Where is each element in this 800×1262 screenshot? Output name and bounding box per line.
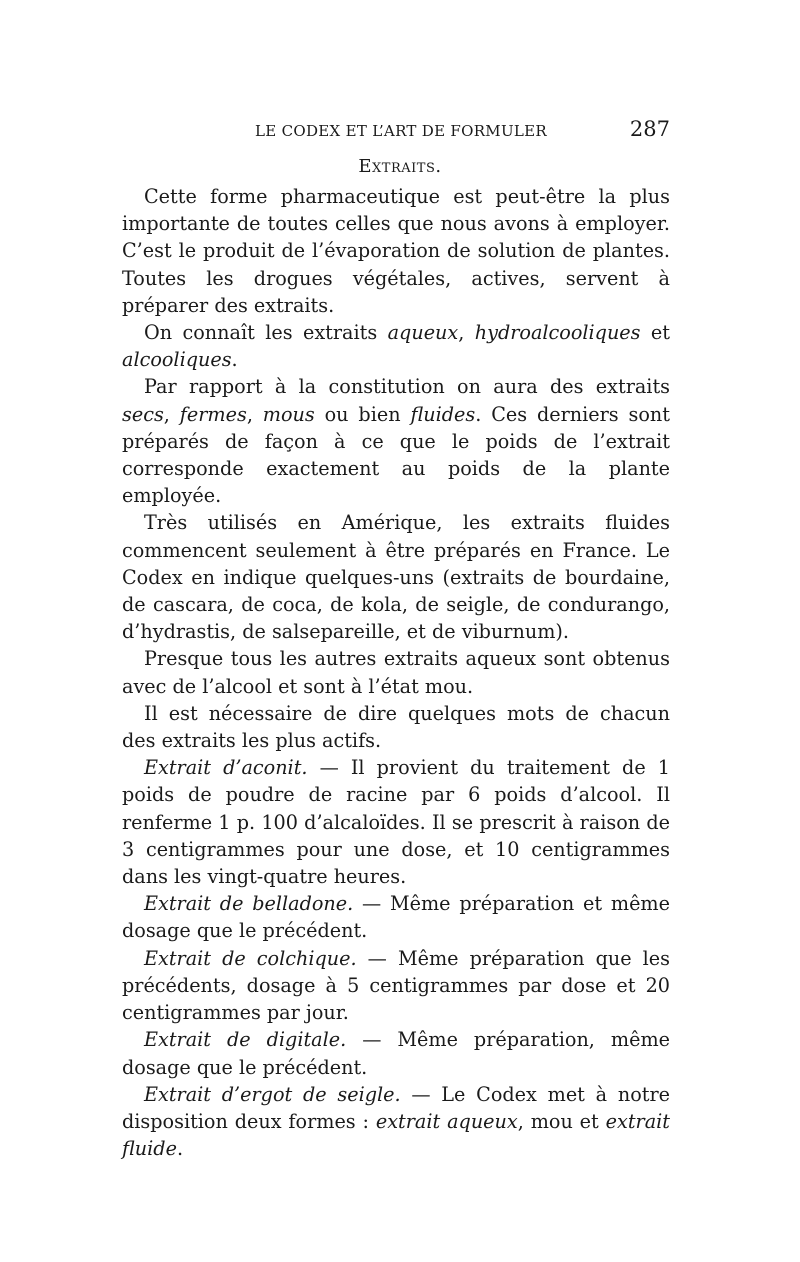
text-run: — Le Codex met à notre disposition deux formes : bbox=[122, 1082, 670, 1133]
page-header bbox=[122, 117, 670, 141]
paragraph bbox=[122, 1081, 670, 1163]
text-run: On connaît les extraits bbox=[144, 321, 388, 345]
paragraph bbox=[122, 1026, 670, 1080]
text-run: Il est nécessaire de dire quelques mots de chacun des extraits les plus actifs. bbox=[122, 701, 670, 753]
paragraph bbox=[122, 319, 670, 373]
section-title: Extraits. bbox=[358, 156, 442, 177]
text-run: , mou et bbox=[517, 1109, 606, 1133]
italic-term: alcooliques bbox=[122, 348, 232, 372]
italic-term: aqueux bbox=[387, 321, 459, 345]
entry-heading: Extrait de belladone. bbox=[144, 892, 354, 916]
paragraph bbox=[122, 945, 670, 1027]
italic-term: secs bbox=[122, 402, 164, 426]
text-run: et bbox=[640, 321, 671, 345]
text-run: , bbox=[163, 402, 180, 426]
text-run: , bbox=[458, 321, 475, 345]
paragraph bbox=[122, 373, 670, 509]
text-run: Très utilisés en Amérique, les extraits fluides commencent seulement à être préparés en France. Le Codex en indique quelques-uns (extraits de bourdaine, de cascara, de coca, de kola, de seigle, de condurango, d’hydrastis, de salsepareille, et de viburnum). bbox=[122, 511, 670, 644]
text-run: — Même préparation, même dosage que le précédent. bbox=[122, 1028, 670, 1079]
italic-term: mous bbox=[262, 402, 315, 426]
text-run: Presque tous les autres extraits aqueux sont obtenus avec de l’alcool et sont à l’état mou. bbox=[122, 647, 670, 698]
body-text bbox=[122, 183, 670, 1162]
text-run: , bbox=[246, 402, 263, 426]
running-head: LE CODEX ET L’ART DE FORMULER bbox=[255, 122, 548, 140]
paragraph bbox=[122, 183, 670, 319]
text-run: — Même préparation que les précédents, dosage à 5 centigrammes par dose et 20 centigrammes par jour. bbox=[122, 946, 671, 1025]
text-run: — Il provient du traitement de 1 poids de poudre de racine par 6 poids d’alcool. Il renferme 1 p. 100 d’alcaloïdes. Il se prescrit à raison de 3 centigrammes pour une dose, et 10 centigrammes dans les vingt-quatre heures. bbox=[122, 756, 670, 889]
entry-heading: Extrait d’aconit. bbox=[144, 756, 308, 780]
text-run: . bbox=[231, 348, 238, 372]
paragraph bbox=[122, 754, 670, 890]
italic-term: extrait fluide bbox=[122, 1109, 670, 1161]
text-run: ou bien bbox=[314, 402, 411, 426]
italic-term: fermes bbox=[179, 402, 247, 426]
text-run: — Même préparation et même dosage que le précédent. bbox=[122, 892, 670, 943]
italic-term: extrait aqueux bbox=[375, 1109, 518, 1133]
paragraph bbox=[122, 645, 670, 699]
paragraph bbox=[122, 509, 670, 645]
entry-heading: Extrait d’ergot de seigle. bbox=[144, 1082, 401, 1106]
text-run: Par rapport à la constitution on aura des extraits bbox=[144, 375, 670, 399]
italic-term: fluides bbox=[410, 402, 476, 426]
text-run: . bbox=[176, 1137, 184, 1161]
page-number: 287 bbox=[629, 117, 670, 141]
text-run: Cette forme pharmaceutique est peut-être la plus importante de toutes celles que nous avons à employer. C’est le produit de l’évaporation de solution de plantes. Toutes les drogues végétales, actives, servent à préparer des extraits. bbox=[122, 185, 670, 317]
text-run: . Ces derniers sont préparés de façon à ce que le poids de l’extrait corresponde exactement au poids de la plante employée. bbox=[122, 402, 670, 508]
paragraph bbox=[122, 700, 670, 754]
entry-heading: Extrait de colchique. bbox=[144, 946, 357, 970]
paragraph bbox=[122, 890, 670, 944]
italic-term: hydroalcooliques bbox=[474, 321, 641, 345]
entry-heading: Extrait de digitale. bbox=[144, 1028, 347, 1052]
